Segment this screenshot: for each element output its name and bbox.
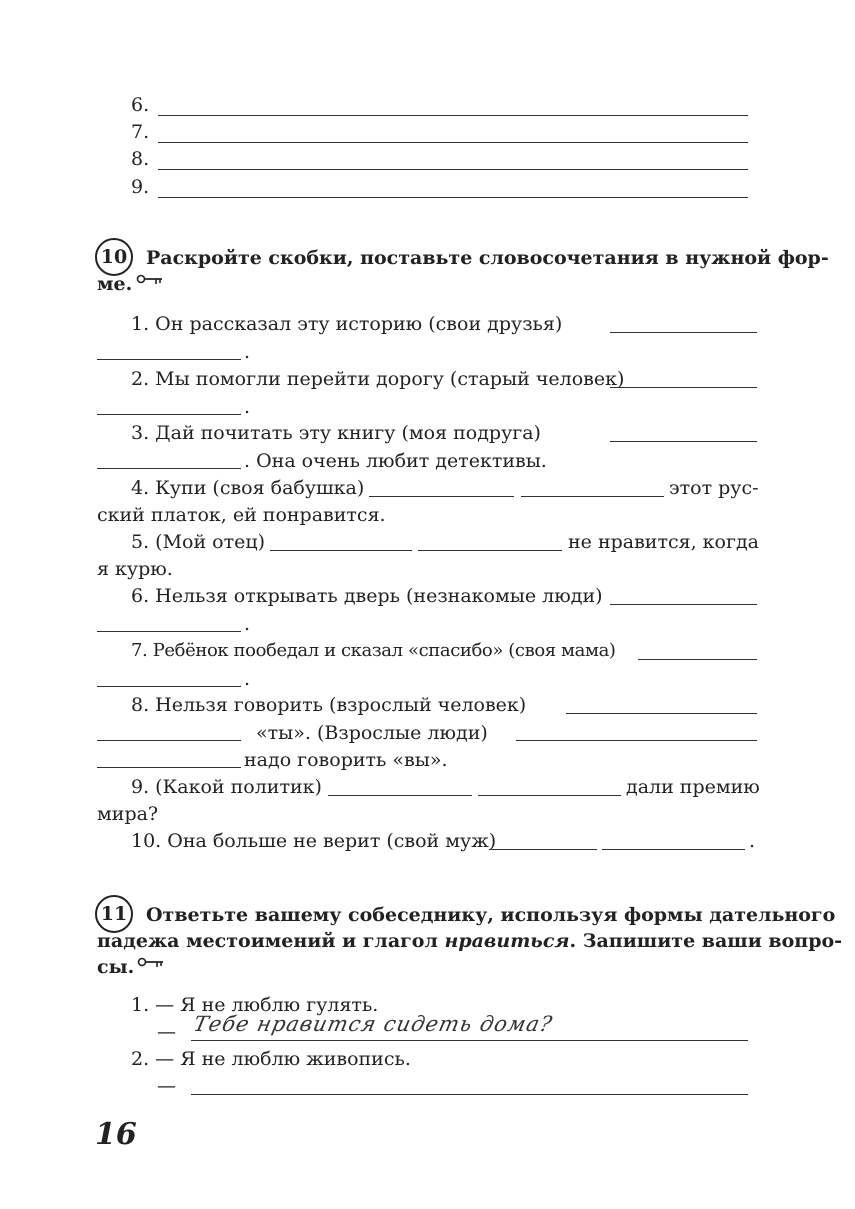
- answer-line[interactable]: [610, 441, 757, 442]
- answer-line[interactable]: [97, 359, 241, 360]
- question-2: 2. — Я не люблю живопись.: [131, 1048, 411, 1070]
- answer-line[interactable]: [418, 550, 562, 551]
- sentence-8-cont: «ты». (Взрослые люди): [256, 722, 488, 744]
- sentence-5-cont: не нравится, когда: [568, 531, 759, 553]
- answer-line[interactable]: [97, 468, 241, 469]
- exercise-11-instruction: Ответьте вашему собеседнику, используя формы дательного: [146, 904, 836, 926]
- answer-line[interactable]: [158, 169, 748, 170]
- sentence-1: 1. Он рассказал эту историю (свои друзья): [131, 313, 563, 335]
- sentence-3: 3. Дай почитать эту книгу (моя подруга): [131, 422, 541, 444]
- sentence-5: 5. (Мой отец): [131, 531, 266, 553]
- answer-line[interactable]: [566, 713, 757, 714]
- answer-line[interactable]: [158, 197, 748, 198]
- exercise-10-number: 10: [95, 238, 133, 276]
- page-number: 16: [95, 1117, 137, 1152]
- answer-line[interactable]: [369, 496, 514, 497]
- sentence-2: 2. Мы помогли перейти дорогу (старый человек): [131, 368, 625, 390]
- answer-line[interactable]: [97, 767, 241, 768]
- answer-line[interactable]: [610, 604, 757, 605]
- period: .: [244, 341, 251, 363]
- key-icon: [137, 955, 165, 971]
- sentence-4: 4. Купи (своя бабушка): [131, 477, 365, 499]
- answer-line[interactable]: [638, 659, 757, 660]
- list-number-9: 9.: [131, 176, 150, 198]
- answer-line[interactable]: [270, 550, 412, 551]
- answer-line[interactable]: [191, 1094, 748, 1095]
- instruction-text: падежа местоимений и глагол: [97, 930, 445, 952]
- answer-line[interactable]: [97, 414, 241, 415]
- answer-dash: —: [157, 1075, 176, 1097]
- answer-line[interactable]: [97, 740, 241, 741]
- exercise-10-instruction-cont: ме.: [97, 273, 133, 295]
- sentence-4-cont: этот рус-: [669, 477, 759, 499]
- handwritten-answer: Тебе нравится сидеть дома?: [191, 1012, 555, 1036]
- sentence-8-end: надо говорить «вы».: [244, 749, 448, 771]
- answer-line[interactable]: [97, 686, 241, 687]
- list-number-8: 8.: [131, 148, 150, 170]
- answer-line[interactable]: [516, 740, 757, 741]
- sentence-7: 7. Ребёнок пообедал и сказал «спасибо» (своя мама): [131, 640, 616, 661]
- sentence-9-end: мира?: [97, 803, 159, 825]
- answer-line[interactable]: [489, 849, 597, 850]
- answer-line[interactable]: [158, 142, 748, 143]
- answer-line[interactable]: [328, 795, 472, 796]
- instruction-verb: нравиться: [444, 930, 570, 952]
- answer-line[interactable]: [602, 849, 745, 850]
- question-1: 1. — Я не люблю гулять.: [131, 994, 379, 1016]
- instruction-text: . Запишите ваши вопро-: [569, 930, 843, 952]
- sentence-8: 8. Нельзя говорить (взрослый человек): [131, 694, 527, 716]
- answer-line[interactable]: [191, 1040, 748, 1041]
- period: .: [244, 668, 251, 690]
- answer-line[interactable]: [478, 795, 621, 796]
- sentence-9-cont: дали премию: [626, 776, 760, 798]
- answer-line[interactable]: [97, 631, 241, 632]
- answer-dash: —: [157, 1021, 176, 1043]
- sentence-10: 10. Она больше не верит (свой муж): [131, 830, 497, 852]
- sentence-6: 6. Нельзя открывать дверь (незнакомые люди): [131, 585, 603, 607]
- answer-line[interactable]: [158, 115, 748, 116]
- answer-line[interactable]: [610, 332, 757, 333]
- list-number-6: 6.: [131, 94, 150, 116]
- exercise-11-instruction-cont: [97, 928, 842, 954]
- sentence-4-end: ский платок, ей понравится.: [97, 504, 386, 526]
- list-number-7: 7.: [131, 121, 150, 143]
- period: .: [244, 396, 251, 418]
- sentence-5-end: я курю.: [97, 558, 173, 580]
- exercise-11-number: 11: [95, 895, 133, 933]
- period: .: [244, 613, 251, 635]
- answer-line[interactable]: [521, 496, 664, 497]
- exercise-11-instruction-end: сы.: [97, 956, 135, 978]
- sentence-9: 9. (Какой политик): [131, 776, 322, 798]
- sentence-3-cont: . Она очень любит детективы.: [244, 450, 547, 472]
- period: .: [749, 830, 756, 852]
- key-icon: [136, 272, 164, 288]
- answer-line[interactable]: [610, 387, 757, 388]
- exercise-10-instruction: Раскройте скобки, поставьте словосочетания в нужной фор-: [146, 247, 829, 269]
